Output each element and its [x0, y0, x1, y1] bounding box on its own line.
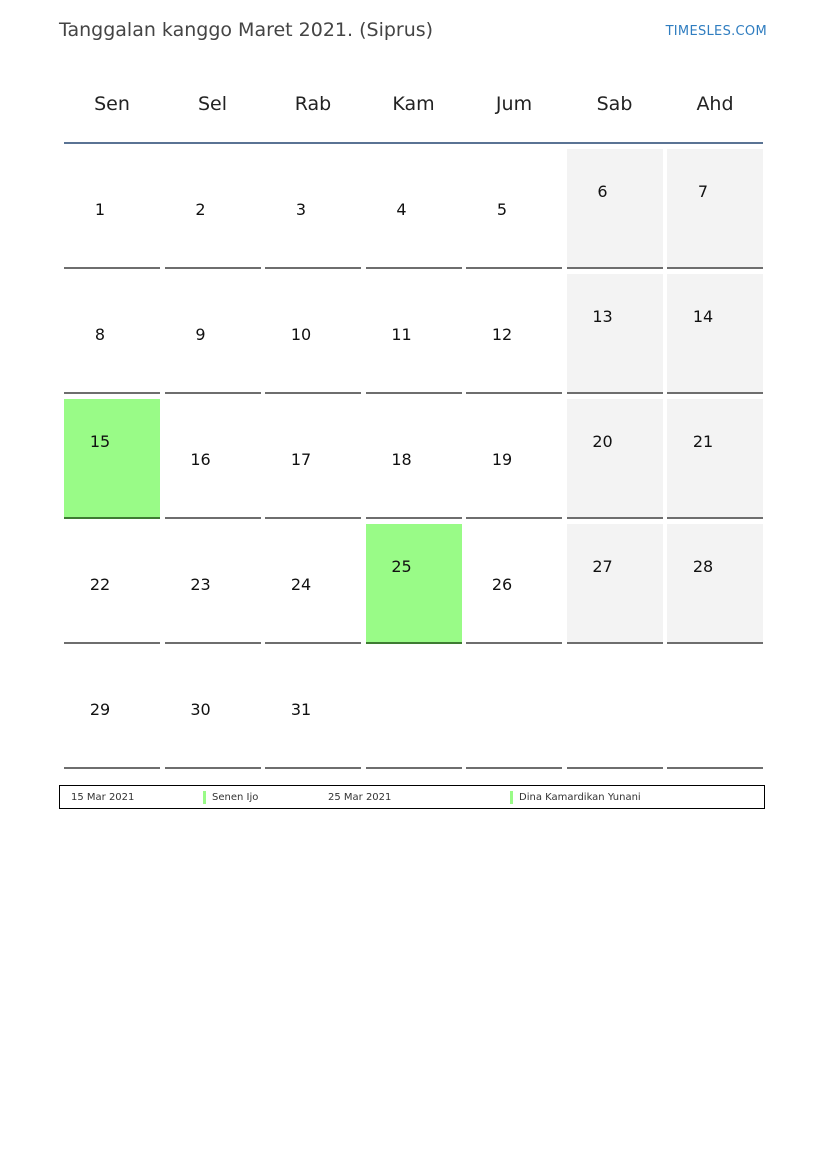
weekday-label: Rab	[294, 93, 332, 115]
day-number: 24	[290, 575, 312, 594]
day-number: 15	[89, 432, 111, 451]
week-row	[64, 524, 763, 644]
page-title: Tanggalan kanggo Maret 2021. (Siprus)	[59, 19, 434, 41]
day-number: 27	[592, 557, 613, 576]
day-number: 28	[692, 557, 714, 576]
day-number: 23	[190, 575, 211, 594]
day-cell	[366, 274, 462, 394]
day-cell	[667, 149, 763, 269]
day-cell-empty	[366, 649, 462, 769]
weekday-label: Kam	[392, 93, 435, 115]
day-number: 21	[692, 432, 714, 451]
day-cell	[64, 524, 160, 644]
day-cell	[466, 399, 562, 519]
weekday-label: Ahd	[696, 93, 734, 115]
legend-entry	[510, 786, 641, 808]
day-number: 25	[391, 557, 412, 576]
day-cell	[165, 524, 261, 644]
weekday-header-row	[64, 76, 763, 144]
day-cell	[265, 149, 361, 269]
day-number: 6	[597, 182, 608, 201]
holiday-legend	[59, 785, 765, 809]
weekday-label: Sen	[94, 93, 130, 115]
day-cell	[567, 274, 663, 394]
week-row	[64, 399, 763, 519]
weekday-label: Jum	[495, 93, 533, 115]
legend-holiday-name: Dina Kamardikan Yunani	[519, 791, 641, 803]
day-number: 18	[391, 450, 412, 469]
day-cell	[64, 649, 160, 769]
day-cell	[667, 274, 763, 394]
legend-entry	[203, 786, 258, 808]
day-number: 30	[190, 700, 211, 719]
day-number: 19	[491, 450, 513, 469]
day-cell	[567, 149, 663, 269]
day-number: 8	[94, 325, 106, 344]
brand-link[interactable]: TIMESLES.COM	[665, 24, 767, 39]
day-number: 13	[592, 307, 613, 326]
day-number: 16	[190, 450, 211, 469]
weekday-label: Sab	[596, 93, 633, 115]
legend-entry	[328, 786, 391, 808]
day-number: 17	[290, 450, 312, 469]
day-cell	[366, 149, 462, 269]
day-cell	[265, 274, 361, 394]
day-number: 5	[496, 200, 508, 219]
day-number: 2	[195, 200, 206, 219]
legend-entry	[71, 786, 134, 808]
legend-date: 15 Mar 2021	[71, 791, 135, 803]
day-number: 9	[195, 325, 206, 344]
day-cell	[165, 274, 261, 394]
day-cell	[466, 149, 562, 269]
day-cell-empty	[667, 649, 763, 769]
day-number: 12	[491, 325, 513, 344]
day-cell	[165, 649, 261, 769]
week-row	[64, 649, 763, 769]
day-number: 26	[491, 575, 513, 594]
month-calendar	[64, 76, 763, 774]
day-cell	[64, 149, 160, 269]
day-cell	[165, 399, 261, 519]
day-cell	[366, 399, 462, 519]
day-number: 4	[396, 200, 407, 219]
legend-holiday-name: Senen Ijo	[212, 791, 259, 803]
day-number: 7	[697, 182, 709, 201]
day-cell	[64, 274, 160, 394]
day-cell	[466, 274, 562, 394]
day-number: 29	[89, 700, 111, 719]
day-cell	[165, 149, 261, 269]
day-number: 10	[290, 325, 312, 344]
day-number: 1	[94, 200, 106, 219]
day-number: 20	[592, 432, 613, 451]
holiday-color-swatch	[203, 791, 206, 804]
day-number: 14	[692, 307, 714, 326]
day-cell-holiday	[64, 399, 160, 519]
day-cell	[265, 524, 361, 644]
calendar-grid	[64, 149, 763, 769]
day-cell-empty	[466, 649, 562, 769]
day-cell-empty	[567, 649, 663, 769]
day-cell	[667, 524, 763, 644]
week-row	[64, 274, 763, 394]
day-number: 22	[89, 575, 111, 594]
weekday-label: Sel	[197, 93, 228, 115]
day-number: 31	[290, 700, 312, 719]
week-row	[64, 149, 763, 269]
day-cell	[265, 649, 361, 769]
holiday-color-swatch	[510, 791, 513, 804]
day-cell-holiday	[366, 524, 462, 644]
day-cell	[466, 524, 562, 644]
day-cell	[667, 399, 763, 519]
legend-date: 25 Mar 2021	[328, 791, 392, 803]
day-cell	[567, 399, 663, 519]
day-cell	[265, 399, 361, 519]
day-number: 11	[391, 325, 412, 344]
day-number: 3	[295, 200, 307, 219]
day-cell	[567, 524, 663, 644]
